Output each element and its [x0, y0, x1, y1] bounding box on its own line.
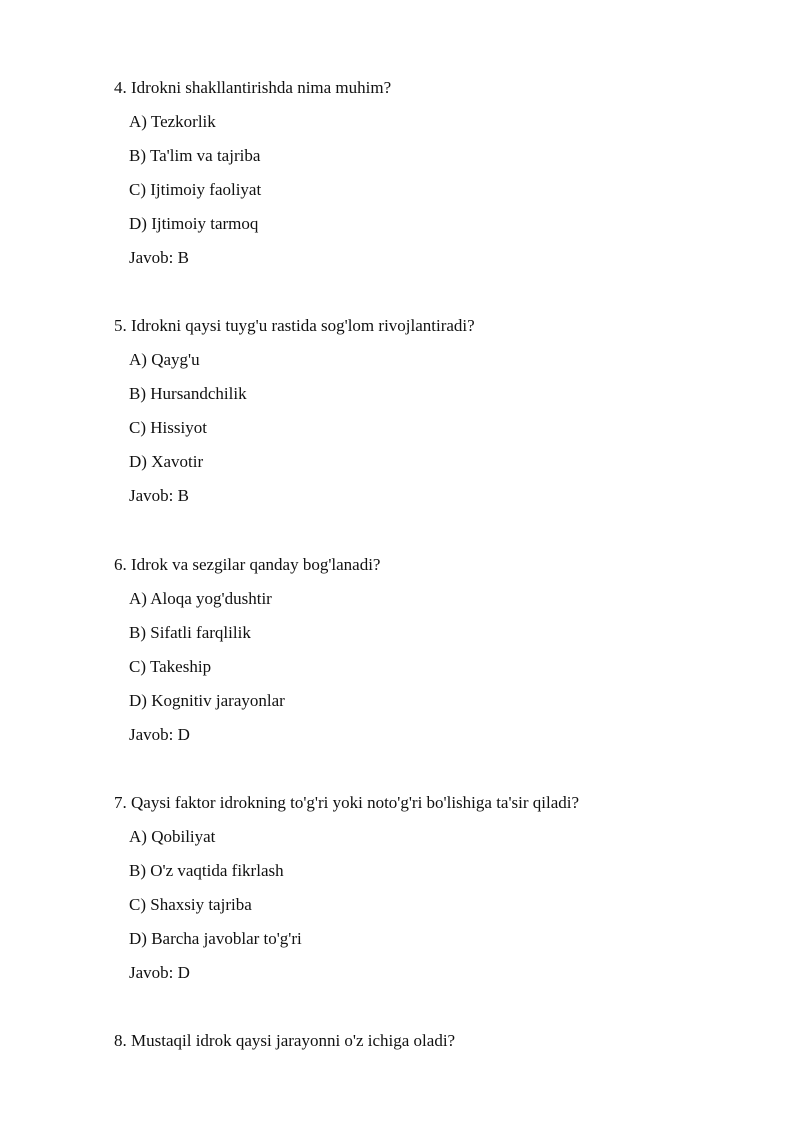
- question-4-option-b: B) Ta'lim va tajriba: [129, 146, 261, 165]
- question-6-option-a: A) Aloqa yog'dushtir: [129, 589, 272, 608]
- question-5: 5. Idrokni qaysi tuyg'u rastida sog'lom rivojlantiradi?: [114, 316, 475, 335]
- question-6-answer: Javob: D: [129, 725, 190, 744]
- question-7-option-a: A) Qobiliyat: [129, 827, 216, 846]
- question-4-option-c: C) Ijtimoiy faoliyat: [129, 180, 262, 199]
- question-6: 6. Idrok va sezgilar qanday bog'lanadi?: [114, 555, 381, 574]
- question-8: 8. Mustaqil idrok qaysi jarayonni o'z ichiga oladi?: [114, 1031, 456, 1050]
- question-5-option-b: B) Hursandchilik: [129, 384, 247, 403]
- question-6-option-c: C) Takeship: [129, 657, 212, 676]
- question-6-option-b: B) Sifatli farqlilik: [129, 623, 251, 642]
- question-6-option-d: D) Kognitiv jarayonlar: [129, 691, 285, 710]
- question-4: 4. Idrokni shakllantirishda nima muhim?: [114, 78, 392, 97]
- question-7-option-b: B) O'z vaqtida fikrlash: [129, 861, 284, 880]
- question-5-option-a: A) Qayg'u: [129, 350, 200, 369]
- question-7-option-d: D) Barcha javoblar to'g'ri: [129, 929, 302, 948]
- question-4-option-a: A) Tezkorlik: [129, 112, 216, 131]
- question-4-answer: Javob: B: [129, 248, 189, 267]
- question-5-answer: Javob: B: [129, 486, 189, 505]
- question-4-option-d: D) Ijtimoiy tarmoq: [129, 214, 259, 233]
- question-5-option-c: C) Hissiyot: [129, 418, 207, 437]
- question-7: 7. Qaysi faktor idrokning to'g'ri yoki noto'g'ri bo'lishiga ta'sir qiladi?: [114, 793, 580, 812]
- question-5-option-d: D) Xavotir: [129, 452, 204, 471]
- question-7-option-c: C) Shaxsiy tajriba: [129, 895, 252, 914]
- question-7-answer: Javob: D: [129, 963, 190, 982]
